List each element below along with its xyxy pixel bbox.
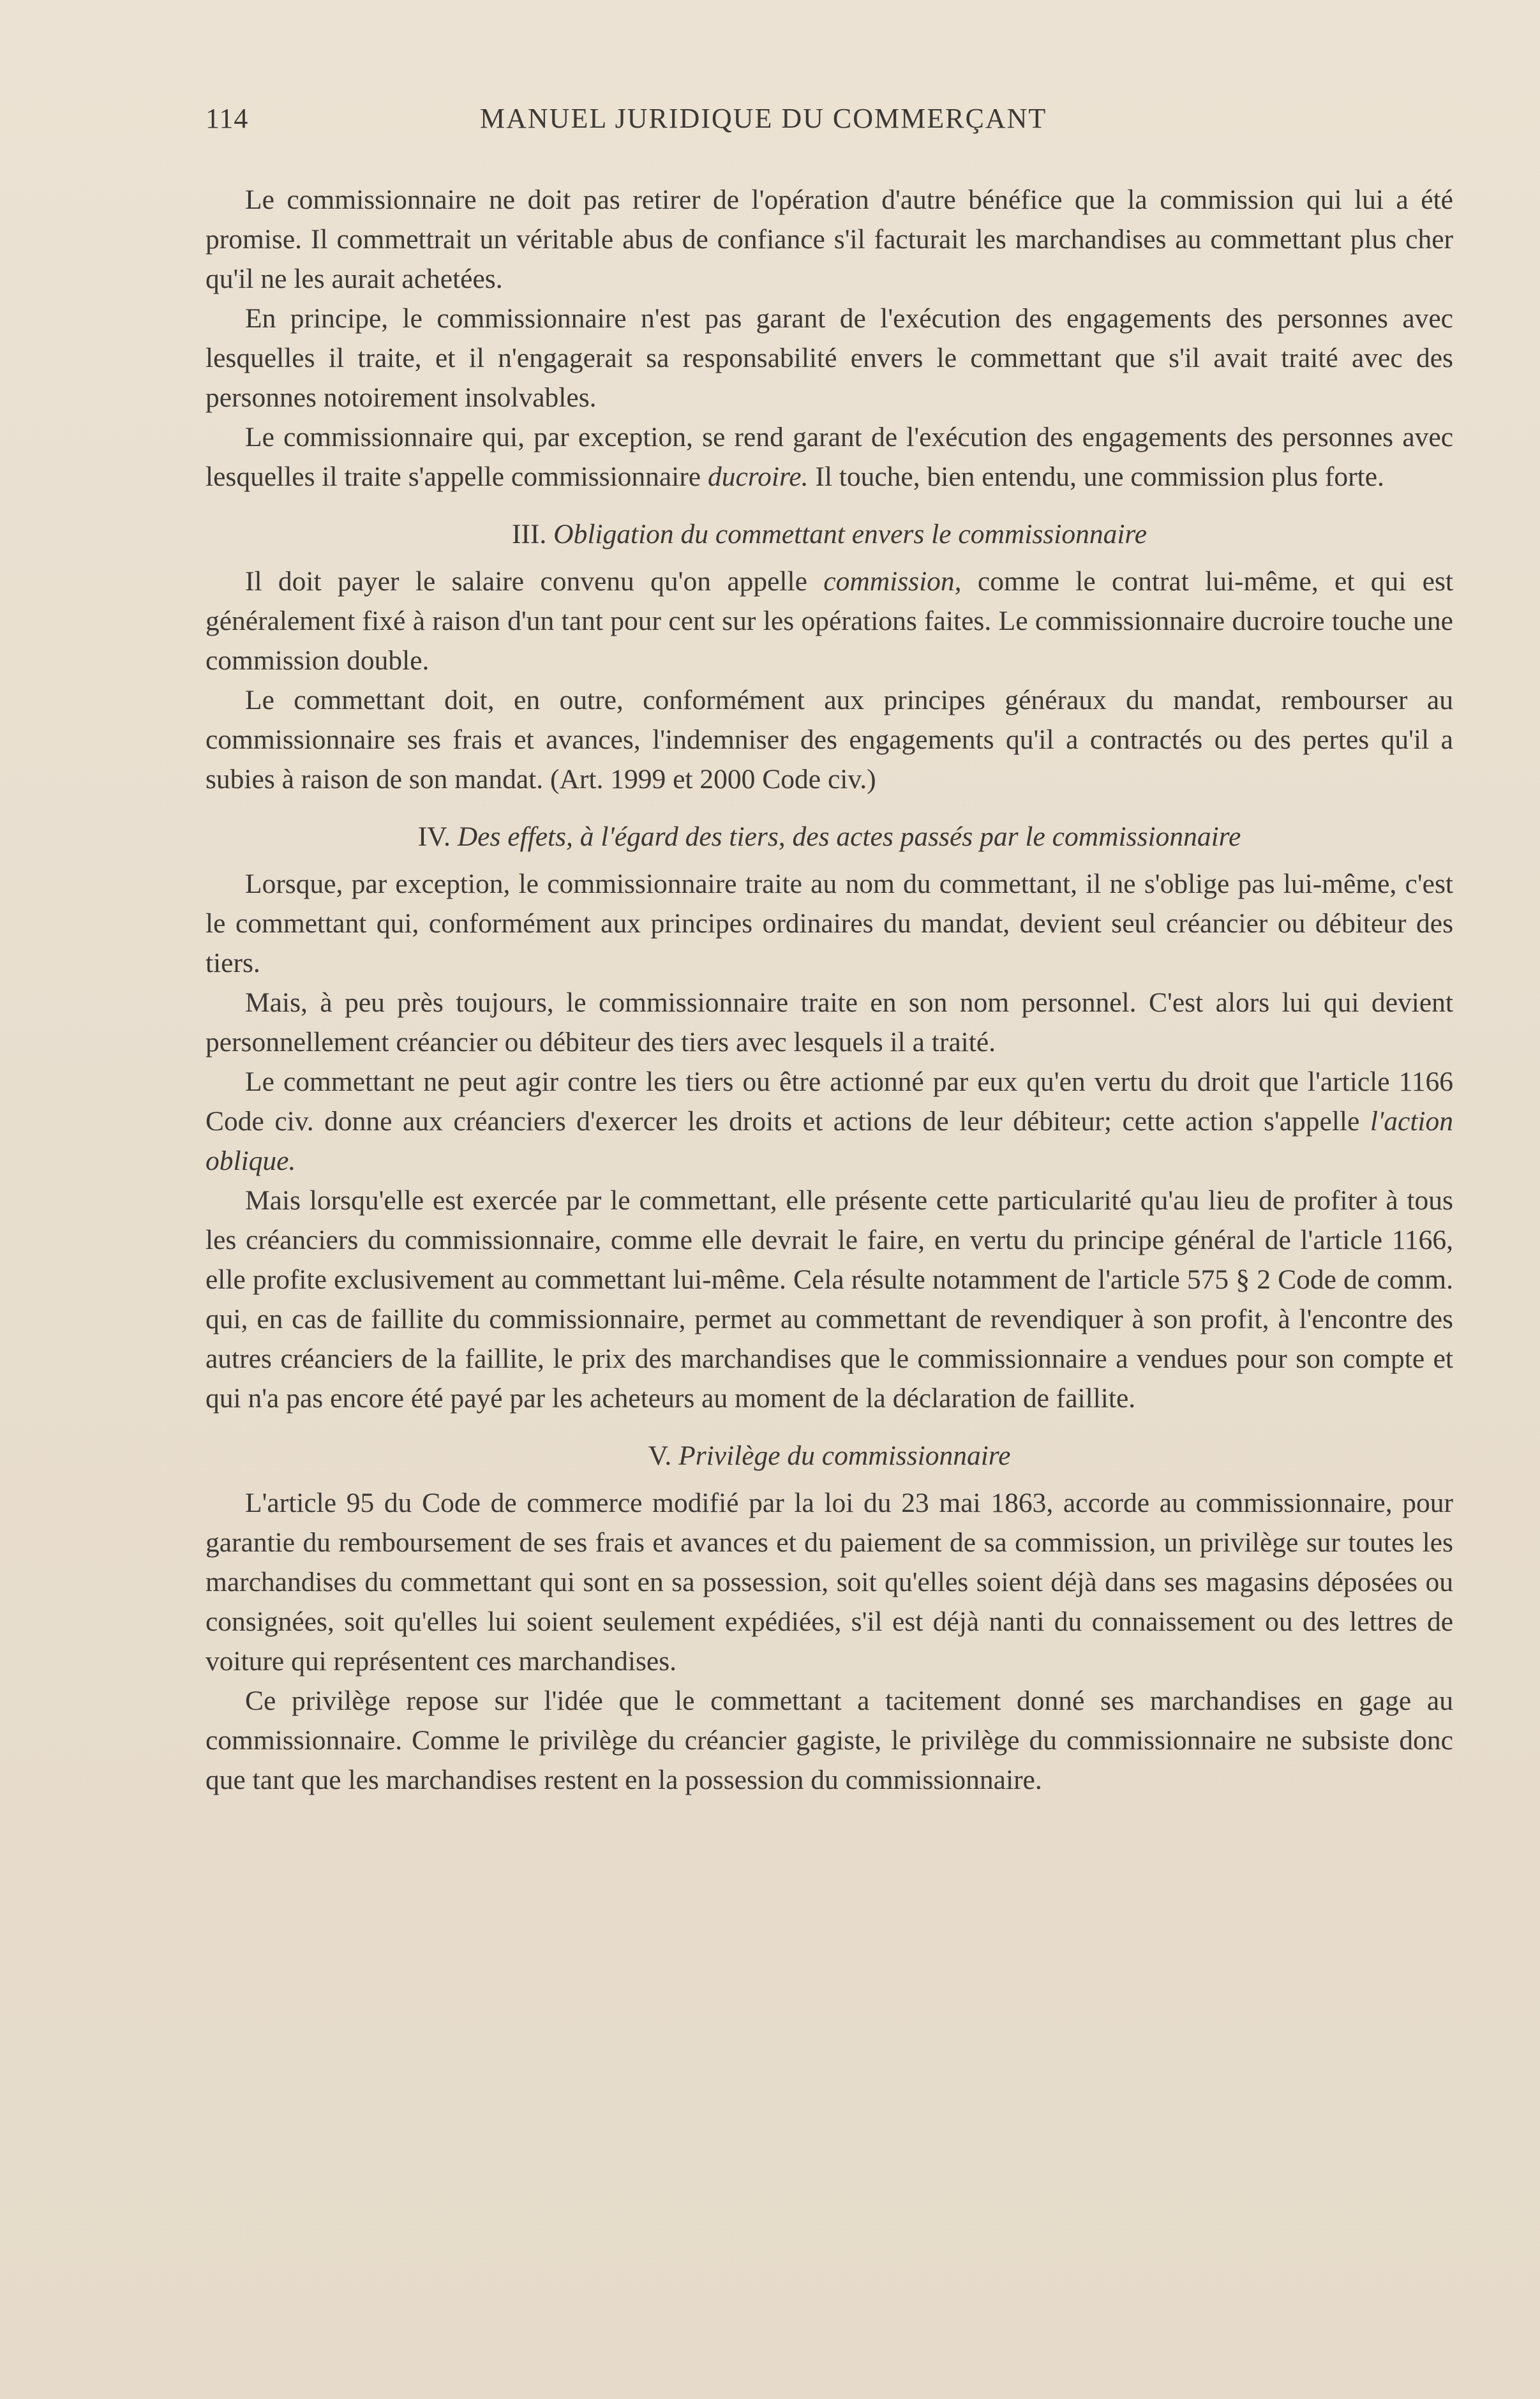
- paragraph-article-95: [206, 1483, 1453, 1681]
- paragraph-text: Il touche, bien entendu, une commission plus forte.: [815, 461, 1384, 492]
- paragraph-text: Mais, à peu près toujours, le commissionnaire traite en son nom personnel. C'est alors lui qui devient personnellement créancier ou débiteur des tiers avec lesquels il a traité.: [206, 987, 1453, 1058]
- paragraph-text: Le commettant ne peut agir contre les tiers ou être actionné par eux qu'en vertu du droit que l'article 1166 Code civ. donne aux créanciers d'exercer les droits et actions de leur débiteur; cette action s'appelle: [206, 1066, 1453, 1137]
- paragraph-benefice: [206, 180, 1453, 299]
- section-title: Obligation du commettant envers le commissionnaire: [553, 519, 1148, 549]
- section-number: III.: [511, 519, 547, 549]
- page-number: 114: [206, 103, 249, 134]
- italic-term-ducroire: ducroire.: [708, 461, 809, 492]
- section-number: IV.: [417, 821, 451, 852]
- paragraph-text: L'article 95 du Code de commerce modifié par la loi du 23 mai 1863, accorde au commissionnaire, pour garantie du remboursement de ses frais et avances et du paiement de sa commission, un privilège sur toutes les marchandises du commettant qui sont en sa possession, soit qu'elles soient déjà dans ses magasins déposées ou consignées, soit qu'elles lui soient seulement expédiées, s'il est déjà nanti du connaissement ou des lettres de voiture qui représentent ces marchandises.: [206, 1488, 1453, 1677]
- paragraph-ducroire: [206, 417, 1453, 497]
- section-title: Privilège du commissionnaire: [678, 1440, 1011, 1471]
- section-number: V.: [648, 1440, 672, 1471]
- paragraph-rembourser: [206, 680, 1453, 799]
- paragraph-particularite: [206, 1181, 1453, 1418]
- paragraph-salaire: [206, 562, 1453, 680]
- paragraph-nom-personnel: [206, 983, 1453, 1062]
- paragraph-text: Mais lorsqu'elle est exercée par le commettant, elle présente cette particularité qu'au lieu de profiter à tous les créanciers du commissionnaire, comme elle devrait le faire, en vertu du principe général de l'article 1166, elle profite exclusivement au commettant lui-même. Cela résulte notamment de l'article 575 § 2 Code de comm. qui, en cas de faillite du commissionnaire, permet au commettant de revendiquer à son profit, à l'encontre des autres créanciers de la faillite, le prix des marchandises que le commissionnaire a vendues pour son compte et qui n'a pas encore été payé par les acheteurs au moment de la déclaration de faillite.: [206, 1185, 1453, 1414]
- paragraph-text: Il doit payer le salaire convenu qu'on appelle: [245, 566, 807, 597]
- paragraph-action-oblique: [206, 1062, 1453, 1181]
- paragraph-text: Ce privilège repose sur l'idée que le commettant a tacitement donné ses marchandises en gage au commissionnaire. Comme le privilège du créancier gagiste, le privilège du commissionnaire ne subsiste donc que tant que les marchandises restent en la possession du commissionnaire.: [206, 1685, 1453, 1795]
- paragraph-au-nom: [206, 864, 1453, 983]
- paragraph-text: comme le contrat lui-même, et qui est généralement fixé à raison d'un tant pour cent sur les opérations faites. Le commissionnaire ducroire touche une commission double.: [206, 566, 1454, 676]
- paragraph-text: En principe, le commissionnaire n'est pas garant de l'exécution des engagements des personnes avec lesquelles il traite, et il n'engagerait sa responsabilité envers le commettant que s'il avait traité avec des personnes notoirement insolvables.: [206, 303, 1453, 413]
- paragraph-text: Le commissionnaire ne doit pas retirer de l'opération d'autre bénéfice que la commission qui lui a été promise. Il commettrait un véritable abus de confiance s'il facturait les marchandises au commettant plus cher qu'il ne les aurait achetées.: [206, 184, 1453, 294]
- page-header: [206, 102, 1354, 147]
- paragraph-text: Le commettant doit, en outre, conformément aux principes généraux du mandat, rembourser au commissionnaire ses frais et avances, l'indemniser des engagements qu'il a contractés ou des pertes qu'il a subies à raison de son mandat. (Art. 1999 et 2000 Code civ.): [206, 685, 1453, 795]
- section-heading-v: [206, 1436, 1453, 1476]
- section-heading-iii: [206, 514, 1453, 554]
- paragraph-garant: [206, 299, 1453, 417]
- section-title: Des effets, à l'égard des tiers, des actes passés par le commissionnaire: [457, 821, 1241, 852]
- paragraph-text: Le commissionnaire qui, par exception, se rend garant de l'exécution des engagements des personnes avec lesquelles il traite s'appelle commissionnaire: [206, 422, 1453, 492]
- italic-term-commission: commission,: [823, 566, 962, 597]
- paragraph-gage: [206, 1681, 1453, 1800]
- section-heading-iv: [206, 817, 1453, 856]
- running-title: MANUEL JURIDIQUE DU COMMERÇANT: [480, 103, 1047, 134]
- paragraph-text: Lorsque, par exception, le commissionnaire traite au nom du commettant, il ne s'oblige pas lui-même, c'est le commettant qui, conformément aux principes ordinaires du mandat, devient seul créancier ou débiteur des tiers.: [206, 869, 1453, 978]
- italic-term-action-oblique: l'action oblique.: [206, 1106, 1453, 1176]
- page-body: [206, 180, 1453, 1800]
